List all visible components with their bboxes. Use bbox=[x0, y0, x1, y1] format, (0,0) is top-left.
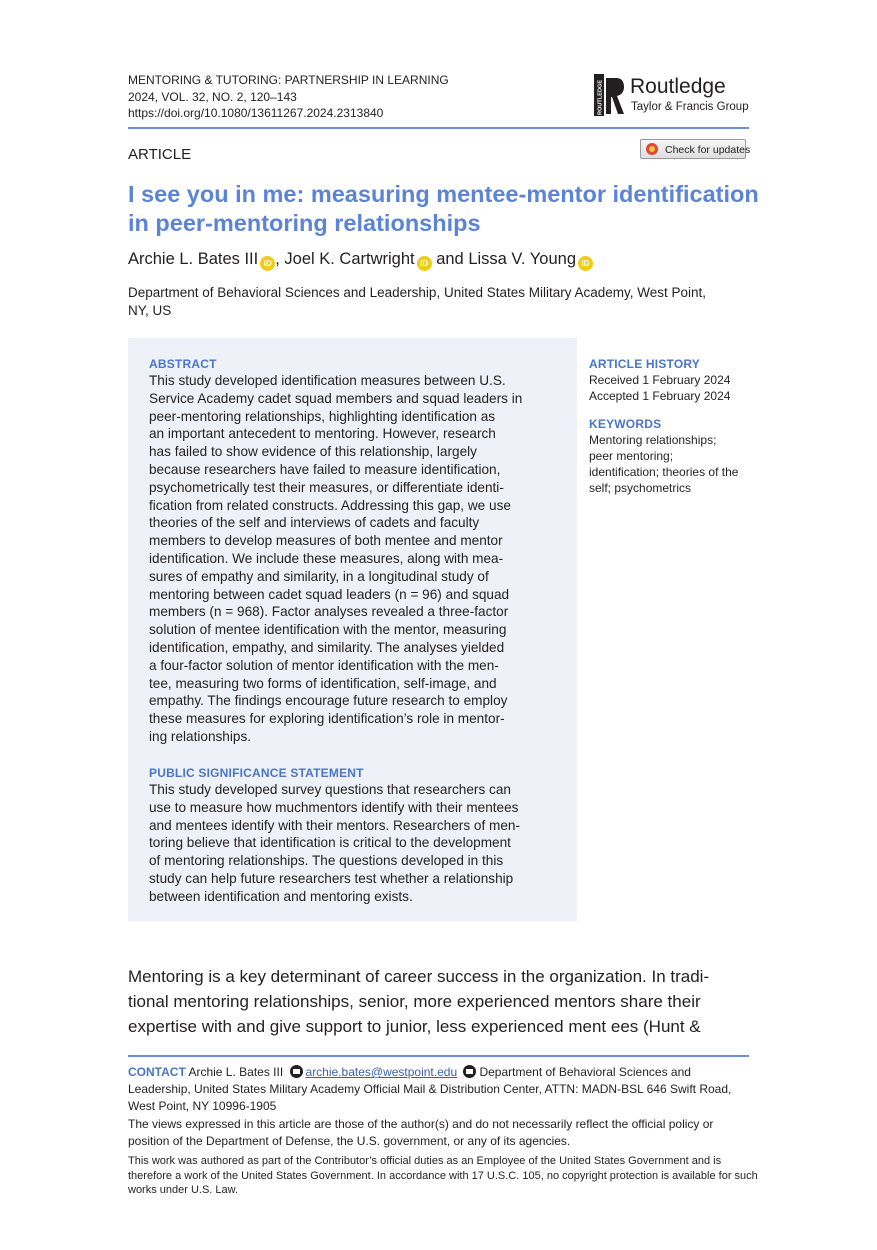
keyword-line: self; psychometrics bbox=[589, 481, 692, 495]
abstract-line: identification, empathy, and similarity. The analyses yielded bbox=[149, 639, 505, 655]
copyright-line: This work was authored as part of the Contributor’s official duties as an Employee of the United States Government and is bbox=[128, 1155, 722, 1167]
orcid-icon[interactable]: iD bbox=[578, 256, 593, 271]
public-significance-text bbox=[149, 781, 520, 906]
mail-icon bbox=[463, 1065, 476, 1078]
accepted-date: Accepted 1 February 2024 bbox=[589, 389, 731, 403]
email-icon bbox=[290, 1065, 303, 1078]
contact-name: Archie L. Bates III bbox=[188, 1065, 284, 1079]
abstract-line: a four-factor solution of mentor identification with the men- bbox=[149, 657, 499, 673]
body-line: expertise with and give support to junior, less experienced ment ees (Hunt & bbox=[128, 1017, 701, 1036]
routledge-logo bbox=[594, 74, 750, 118]
publisher-name: Routledge bbox=[630, 75, 726, 98]
disclaimer-line: The views expressed in this article are those of the author(s) and do not necessarily reflect the official policy or bbox=[128, 1117, 714, 1131]
significance-line: use to measure how muchmentors identify with their mentees bbox=[149, 799, 519, 815]
author-name[interactable]: Joel K. Cartwright bbox=[284, 250, 415, 268]
affiliation-line: Department of Behavioral Sciences and Leadership, United States Military Academy, West Point, bbox=[128, 285, 707, 300]
abstract-line: empathy. The findings encourage future research to employ bbox=[149, 693, 508, 709]
body-line: tional mentoring relationships, senior, more experienced mentors share their bbox=[128, 992, 701, 1011]
publisher-group: Taylor & Francis Group bbox=[631, 101, 749, 113]
author-name[interactable]: Archie L. Bates III bbox=[128, 250, 259, 268]
abstract-line: an important antecedent to mentoring. However, research bbox=[149, 426, 496, 442]
orcid-icon[interactable]: iD bbox=[260, 256, 275, 271]
abstract-line: solution of mentee identification with the mentor, measuring bbox=[149, 622, 507, 638]
title-line: I see you in me: measuring mentee-mentor identification bbox=[128, 181, 759, 207]
header-rule bbox=[128, 127, 749, 129]
contact-label: CONTACT bbox=[128, 1065, 186, 1079]
body-line: Mentoring is a key determinant of career success in the organization. In tradi- bbox=[128, 967, 710, 986]
journal-doi[interactable]: https://doi.org/10.1080/13611267.2024.2313840 bbox=[128, 106, 384, 120]
title-line: in peer-mentoring relationships bbox=[128, 210, 481, 236]
keyword-line: peer mentoring; bbox=[589, 449, 674, 463]
abstract-line: members (n = 968). Factor analyses revealed a three-factor bbox=[149, 604, 509, 620]
significance-line: and mentees identify with their mentors. Researchers of men- bbox=[149, 817, 520, 833]
contact-address: Leadership, United States Military Academy Official Mail & Distribution Center, ATTN: MADN-BSL 646 Swift Road, bbox=[128, 1082, 732, 1096]
article-history bbox=[589, 356, 730, 404]
check-updates-button[interactable] bbox=[640, 139, 751, 159]
public-significance-heading: PUBLIC SIGNIFICANCE STATEMENT bbox=[149, 766, 364, 780]
abstract-line: theories of the self and interviews of cadets and faculty bbox=[149, 515, 480, 531]
routledge-mark-text: ROUTLEDGE bbox=[597, 79, 604, 115]
body-paragraph bbox=[128, 964, 709, 1039]
keywords-heading: KEYWORDS bbox=[589, 417, 662, 431]
affiliation-line: NY, US bbox=[128, 303, 172, 318]
contact-address: Department of Behavioral Sciences and bbox=[479, 1065, 691, 1079]
copyright-line: therefore a work of the United States Government. In accordance with 17 U.S.C. 105, no copyright protection is available for such bbox=[128, 1169, 758, 1182]
copyright-line: works under U.S. Law. bbox=[128, 1184, 239, 1196]
author-separator: and bbox=[431, 250, 469, 268]
orcid-icon[interactable]: iD bbox=[417, 256, 432, 271]
journal-info bbox=[128, 72, 449, 122]
abstract-line: This study developed identification measures between U.S. bbox=[149, 373, 506, 388]
affiliation bbox=[128, 284, 706, 320]
abstract-line: psychometrically test their measures, or differentiate identi- bbox=[149, 479, 504, 495]
check-updates-label: Check for updates bbox=[665, 144, 751, 156]
abstract-line: because researchers have failed to measure identification, bbox=[149, 461, 501, 477]
abstract-line: identification. We include these measures, along with mea- bbox=[149, 550, 504, 566]
abstract-line: ing relationships. bbox=[149, 728, 252, 744]
article-title bbox=[128, 180, 768, 238]
abstract-line: members to develop measures of both mentee and mentor bbox=[149, 533, 503, 549]
abstract-heading: ABSTRACT bbox=[149, 357, 217, 371]
author-list bbox=[128, 248, 593, 271]
abstract-line: has failed to show evidence of this relationship, largely bbox=[149, 444, 477, 460]
footnote-rule bbox=[128, 1055, 749, 1057]
abstract-line: fication from related constructs. Addressing this gap, we use bbox=[149, 497, 511, 513]
abstract-line: mentoring between cadet squad leaders (n = 96) and squad bbox=[149, 586, 510, 602]
significance-line: toring believe that identification is critical to the development bbox=[149, 835, 511, 851]
abstract-line: Service Academy cadet squad members and squad leaders in bbox=[149, 390, 523, 406]
abstract-line: tee, measuring two forms of identification, self-image, and bbox=[149, 675, 497, 691]
abstract-line: sures of empathy and similarity, in a longitudinal study of bbox=[149, 568, 489, 584]
keyword-line: identification; theories of the bbox=[589, 465, 739, 479]
article-type-label: ARTICLE bbox=[128, 146, 192, 163]
copyright-note bbox=[128, 1154, 758, 1198]
author-separator: , bbox=[275, 250, 285, 268]
contact-footnote bbox=[128, 1064, 731, 1115]
disclaimer-line: position of the Department of Defense, the U.S. government, or any of its agencies. bbox=[128, 1134, 571, 1148]
disclaimer bbox=[128, 1116, 713, 1150]
journal-name: MENTORING & TUTORING: PARTNERSHIP IN LEARNING bbox=[128, 73, 449, 87]
keyword-line: Mentoring relationships; bbox=[589, 433, 717, 447]
routledge-mark-icon bbox=[594, 74, 624, 116]
contact-email-link[interactable]: archie.bates@westpoint.edu bbox=[305, 1065, 458, 1079]
contact-address: West Point, NY 10996-1905 bbox=[128, 1099, 277, 1113]
significance-line: of mentoring relationships. The questions developed in this bbox=[149, 853, 504, 869]
abstract-text bbox=[149, 372, 522, 746]
significance-line: study can help future researchers test whether a relationship bbox=[149, 870, 514, 886]
abstract-line: these measures for exploring identification’s role in mentor- bbox=[149, 711, 505, 727]
significance-line: between identification and mentoring exists. bbox=[149, 888, 413, 904]
received-date: Received 1 February 2024 bbox=[589, 373, 731, 387]
significance-line: This study developed survey questions that researchers can bbox=[149, 782, 511, 797]
author-name[interactable]: Lissa V. Young bbox=[468, 250, 576, 268]
article-history-heading: ARTICLE HISTORY bbox=[589, 357, 701, 371]
journal-volume: 2024, VOL. 32, NO. 2, 120–143 bbox=[128, 89, 297, 104]
abstract-line: peer-mentoring relationships, highlighting identification as bbox=[149, 408, 496, 424]
check-updates-icon bbox=[646, 143, 658, 155]
keywords bbox=[589, 416, 738, 496]
